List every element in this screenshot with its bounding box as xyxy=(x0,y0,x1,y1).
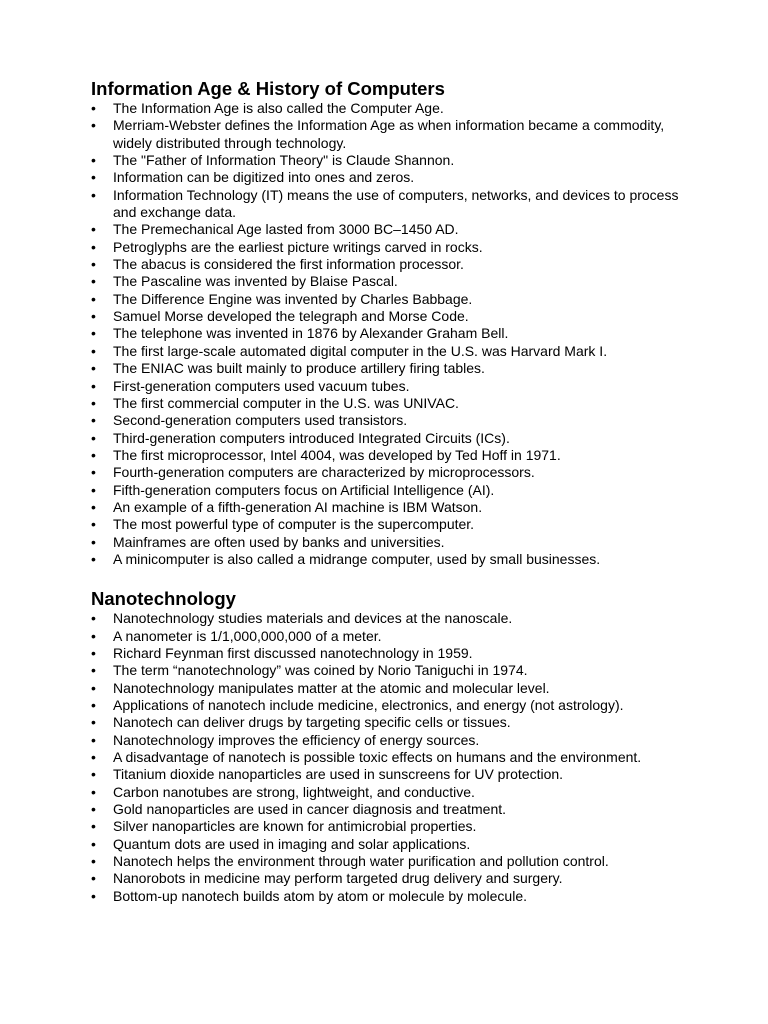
list-item xyxy=(91,818,691,835)
bullet-icon: • xyxy=(91,429,96,446)
list-item-text: Merriam-Webster defines the Information Age as when information became a commodity, widely distributed through technology. xyxy=(113,117,665,151)
list-item-text: The term “nanotechnology” was coined by Norio Taniguchi in 1974. xyxy=(113,662,528,679)
list-item xyxy=(91,378,691,395)
list-item xyxy=(91,273,691,290)
bullet-icon: • xyxy=(91,360,96,377)
list-item xyxy=(91,836,691,853)
list-item xyxy=(91,499,691,516)
list-item-text: A disadvantage of nanotech is possible toxic effects on humans and the environment. xyxy=(113,749,642,766)
bullet-icon: • xyxy=(91,308,96,325)
list-item-text: Mainframes are often used by banks and universities. xyxy=(113,533,445,550)
bullet-icon: • xyxy=(91,887,96,904)
bullet-list xyxy=(91,100,691,568)
list-item-text: Fourth-generation computers are characterized by microprocessors. xyxy=(113,464,535,481)
list-item-text: The first commercial computer in the U.S. was UNIVAC. xyxy=(113,394,459,411)
list-item xyxy=(91,169,691,186)
list-item xyxy=(91,117,691,152)
section-heading: Information Age & History of Computers xyxy=(91,78,445,99)
list-item-text: A minicomputer is also called a midrange computer, used by small businesses. xyxy=(113,550,601,567)
bullet-icon: • xyxy=(91,550,96,567)
bullet-icon: • xyxy=(91,697,96,713)
bullet-icon: • xyxy=(91,853,96,870)
list-item xyxy=(91,610,691,627)
bullet-icon: • xyxy=(91,533,96,550)
list-item xyxy=(91,430,691,447)
bullet-icon: • xyxy=(91,377,96,394)
list-item-text: Silver nanoparticles are known for antimicrobial properties. xyxy=(113,818,477,835)
list-item-text: The most powerful type of computer is the supercomputer. xyxy=(113,516,475,533)
list-item xyxy=(91,801,691,818)
bullet-icon: • xyxy=(91,342,96,359)
list-item-text: Carbon nanotubes are strong, lightweight, and conductive. xyxy=(113,783,475,800)
bullet-icon: • xyxy=(91,749,96,766)
bullet-icon: • xyxy=(91,662,96,679)
list-item xyxy=(91,551,691,568)
document-body xyxy=(91,78,691,905)
list-item-text: The first large-scale automated digital computer in the U.S. was Harvard Mark I. xyxy=(113,342,608,359)
list-item xyxy=(91,412,691,429)
bullet-icon: • xyxy=(91,714,96,731)
list-item xyxy=(91,645,691,662)
list-item-text: Information Technology (IT) means the use of computers, networks, and devices to process and exchange data. xyxy=(113,186,679,221)
list-item xyxy=(91,784,691,801)
bullet-icon: • xyxy=(91,117,96,134)
list-item-text: Nanotechnology improves the efficiency of energy sources. xyxy=(113,731,480,748)
bullet-icon: • xyxy=(91,498,96,515)
list-item-text: A nanometer is 1/1,000,000,000 of a meter. xyxy=(113,627,382,644)
list-item-text: The Pascaline was invented by Blaise Pascal. xyxy=(113,273,398,290)
bullet-icon: • xyxy=(91,731,96,748)
bullet-icon: • xyxy=(91,394,96,411)
list-item xyxy=(91,291,691,308)
list-item-text: Nanotechnology studies materials and devices at the nanoscale. xyxy=(113,610,513,627)
bullet-icon: • xyxy=(91,186,96,203)
list-item-text: Applications of nanotech include medicine, electronics, and energy (not astrology). xyxy=(113,697,624,713)
list-item xyxy=(91,256,691,273)
list-item-text: Samuel Morse developed the telegraph and Morse Code. xyxy=(113,308,469,325)
bullet-icon: • xyxy=(91,412,96,429)
bullet-icon: • xyxy=(91,818,96,835)
bullet-icon: • xyxy=(91,870,96,887)
bullet-icon: • xyxy=(91,169,96,186)
list-item-text: The Information Age is also called the Computer Age. xyxy=(113,100,444,116)
list-item-text: Fifth-generation computers focus on Artificial Intelligence (AI). xyxy=(113,481,495,498)
list-item xyxy=(91,766,691,783)
list-item-text: Gold nanoparticles are used in cancer diagnosis and treatment. xyxy=(113,801,507,818)
list-item xyxy=(91,325,691,342)
list-item xyxy=(91,680,691,697)
list-item xyxy=(91,308,691,325)
bullet-icon: • xyxy=(91,273,96,290)
list-item xyxy=(91,870,691,887)
list-item xyxy=(91,395,691,412)
list-item-text: Quantum dots are used in imaging and solar applications. xyxy=(113,835,471,852)
list-item xyxy=(91,534,691,551)
list-item-text: Second-generation computers used transistors. xyxy=(113,412,408,429)
bullet-icon: • xyxy=(91,766,96,783)
list-item xyxy=(91,447,691,464)
list-item-text: Titanium dioxide nanoparticles are used in sunscreens for UV protection. xyxy=(113,766,564,783)
list-item xyxy=(91,239,691,256)
section-heading: Nanotechnology xyxy=(91,588,236,610)
bullet-icon: • xyxy=(91,290,96,307)
bullet-icon: • xyxy=(91,481,96,498)
list-item xyxy=(91,749,691,766)
list-item xyxy=(91,714,691,731)
list-item xyxy=(91,343,691,360)
list-item-text: Nanotech can deliver drugs by targeting specific cells or tissues. xyxy=(113,714,511,731)
list-item-text: An example of a fifth-generation AI machine is IBM Watson. xyxy=(113,498,483,515)
bullet-icon: • xyxy=(91,100,96,116)
list-item xyxy=(91,732,691,749)
list-item-text: The Difference Engine was invented by Charles Babbage. xyxy=(113,290,473,307)
list-item-text: The first microprocessor, Intel 4004, was developed by Ted Hoff in 1971. xyxy=(113,446,561,463)
bullet-icon: • xyxy=(91,783,96,800)
list-item-text: Information can be digitized into ones and zeros. xyxy=(113,169,415,186)
bullet-icon: • xyxy=(91,325,96,342)
bullet-icon: • xyxy=(91,835,96,852)
list-item xyxy=(91,853,691,870)
list-item-text: The "Father of Information Theory" is Claude Shannon. xyxy=(113,152,455,169)
list-item xyxy=(91,100,691,117)
list-item xyxy=(91,482,691,499)
list-item-text: Richard Feynman first discussed nanotechnology in 1959. xyxy=(113,644,473,661)
list-item xyxy=(91,360,691,377)
list-item-text: First-generation computers used vacuum tubes. xyxy=(113,377,410,394)
bullet-icon: • xyxy=(91,221,96,238)
list-item-text: The abacus is considered the first information processor. xyxy=(113,256,464,273)
list-item-text: The telephone was invented in 1876 by Alexander Graham Bell. xyxy=(113,325,509,342)
bullet-icon: • xyxy=(91,152,96,169)
list-item xyxy=(91,464,691,481)
list-item xyxy=(91,221,691,238)
list-item xyxy=(91,152,691,169)
list-item xyxy=(91,187,691,222)
bullet-icon: • xyxy=(91,801,96,818)
list-item-text: Nanotech helps the environment through water purification and pollution control. xyxy=(113,853,609,870)
bullet-icon: • xyxy=(91,256,96,273)
list-item xyxy=(91,516,691,533)
bullet-icon: • xyxy=(91,238,96,255)
list-item-text: Third-generation computers introduced Integrated Circuits (ICs). xyxy=(113,429,510,446)
bullet-icon: • xyxy=(91,627,96,644)
bullet-icon: • xyxy=(91,610,96,627)
list-item xyxy=(91,628,691,645)
bullet-icon: • xyxy=(91,516,96,533)
list-item-text: Petroglyphs are the earliest picture writings carved in rocks. xyxy=(113,238,483,255)
list-item xyxy=(91,662,691,679)
list-item xyxy=(91,888,691,905)
list-item-text: The ENIAC was built mainly to produce artillery firing tables. xyxy=(113,360,485,377)
bullet-icon: • xyxy=(91,679,96,696)
bullet-icon: • xyxy=(91,446,96,463)
bullet-icon: • xyxy=(91,464,96,481)
bullet-list xyxy=(91,610,691,905)
list-item-text: Nanotechnology manipulates matter at the atomic and molecular level. xyxy=(113,679,550,696)
list-item xyxy=(91,697,691,714)
list-item-text: Nanorobots in medicine may perform targeted drug delivery and surgery. xyxy=(113,870,563,887)
list-item-text: Bottom-up nanotech builds atom by atom or molecule by molecule. xyxy=(113,887,527,904)
bullet-icon: • xyxy=(91,644,96,661)
list-item-text: The Premechanical Age lasted from 3000 BC–1450 AD. xyxy=(113,221,459,238)
